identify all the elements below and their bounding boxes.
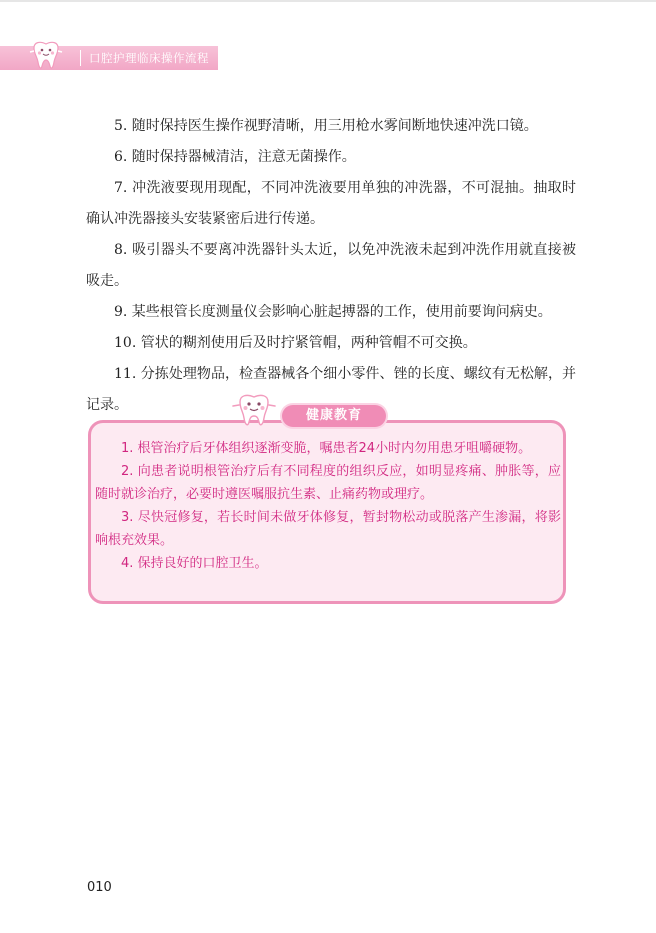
procedure-step: 9. 某些根管长度测量仪会影响心脏起搏器的工作，使用前要询问病史。 [114, 304, 552, 320]
running-header-title: 口腔护理临床操作流程 [89, 51, 209, 65]
tooth-mascot-icon [26, 38, 66, 74]
health-education-item: 1. 根管治疗后牙体组织逐渐变脆，嘱患者24小时内勿用患牙咀嚼硬物。 [121, 441, 532, 456]
page-number: 010 [87, 880, 112, 895]
tooth-mascot-icon [228, 390, 280, 432]
procedure-step: 6. 随时保持器械清洁，注意无菌操作。 [114, 149, 356, 165]
procedure-step: 5. 随时保持医生操作视野清晰，用三用枪水雾间断地快速冲洗口镜。 [114, 118, 538, 134]
health-education-item: 4. 保持良好的口腔卫生。 [121, 556, 268, 571]
procedure-step: 7. 冲洗液要现用现配，不同冲洗液要用单独的冲洗器，不可混抽。抽取时确认冲洗器接头安装紧密后进行传递。 [86, 180, 576, 227]
health-education-item: 3. 尽快冠修复，若长时间未做牙体修复，暂封物松动或脱落产生渗漏，将影响根充效果。 [95, 510, 561, 548]
header-divider [80, 50, 81, 66]
procedure-step: 8. 吸引器头不要离冲洗器针头太近，以免冲洗液未起到冲洗作用就直接被吸走。 [86, 242, 576, 289]
procedure-step: 11. 分拣处理物品，检查器械各个细小零件、锉的长度、螺纹有无松解，并记录。 [86, 366, 576, 413]
procedure-step: 10. 管状的糊剂使用后及时拧紧管帽，两种管帽不可交换。 [114, 335, 477, 351]
health-education-item: 2. 向患者说明根管治疗后有不同程度的组织反应，如明显疼痛、肿胀等，应随时就诊治疗，必要时遵医嘱服抗生素、止痛药物或理疗。 [95, 464, 561, 502]
top-rule [0, 0, 656, 2]
procedure-steps [86, 111, 576, 421]
health-education-content [95, 437, 561, 575]
health-education-title: 健康教育 [305, 408, 362, 423]
